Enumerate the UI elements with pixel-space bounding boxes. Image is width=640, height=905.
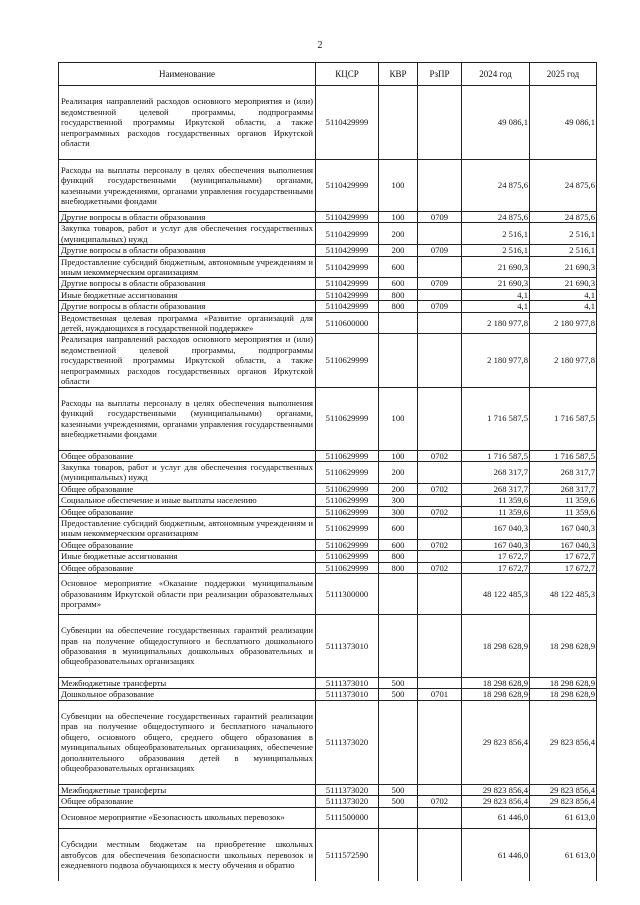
row-2025-cell: 17 672,7 — [530, 562, 597, 573]
row-kvr-cell: 300 — [379, 495, 418, 506]
row-name-cell: Общее образование — [59, 506, 316, 517]
row-2024-cell: 11 359,6 — [462, 506, 530, 517]
row-name-cell: Расходы на выплаты персоналу в целях обеспечения выполнения функций государственными (муниципальными) органами, казенными учреждениями, органами управления государственными внебюджетными фондами — [59, 160, 316, 212]
row-2025-cell: 167 040,3 — [530, 517, 597, 539]
row-2025-cell: 18 298 628,9 — [530, 677, 597, 688]
table-row — [59, 506, 597, 517]
row-kcsr-cell: 5110629999 — [316, 450, 379, 461]
table-row — [59, 677, 597, 688]
row-name-cell: Другие вопросы в области образования — [59, 212, 316, 223]
row-2024-cell: 2 516,1 — [462, 245, 530, 256]
row-kcsr-cell: 5110629999 — [316, 517, 379, 539]
row-kvr-cell — [379, 700, 418, 784]
table-row — [59, 551, 597, 562]
row-2024-cell: 48 122 485,3 — [462, 573, 530, 614]
row-name-cell: Дошкольное образование — [59, 689, 316, 700]
row-2024-cell: 21 690,3 — [462, 278, 530, 289]
table-row — [59, 450, 597, 461]
row-kcsr-cell: 5110429999 — [316, 86, 379, 160]
row-rzpr-cell: 0702 — [418, 506, 462, 517]
row-name-cell: Иные бюджетные ассигнования — [59, 289, 316, 300]
row-kvr-cell: 800 — [379, 562, 418, 573]
table-row — [59, 245, 597, 256]
row-name-cell: Предоставление субсидий бюджетным, автономным учреждениям и иным некоммерческим организациям — [59, 517, 316, 539]
column-header-rzpr: РзПР — [418, 63, 462, 86]
row-2024-cell: 268 317,7 — [462, 461, 530, 483]
budget-table — [58, 62, 597, 881]
row-kvr-cell — [379, 573, 418, 614]
row-kcsr-cell: 5110429999 — [316, 212, 379, 223]
row-kcsr-cell: 5111373020 — [316, 784, 379, 795]
row-2025-cell: 18 298 628,9 — [530, 614, 597, 677]
row-name-cell: Общее образование — [59, 562, 316, 573]
row-kvr-cell: 800 — [379, 301, 418, 312]
row-kcsr-cell: 5111500000 — [316, 807, 379, 828]
row-2025-cell: 29 823 856,4 — [530, 784, 597, 795]
row-name-cell: Предоставление субсидий бюджетным, автономным учреждениям и иным некоммерческим организациям — [59, 256, 316, 278]
column-header-name: Наименование — [59, 63, 316, 86]
row-kcsr-cell: 5110629999 — [316, 562, 379, 573]
row-kcsr-cell: 5110429999 — [316, 223, 379, 245]
row-rzpr-cell — [418, 334, 462, 387]
table-row — [59, 86, 597, 160]
row-kcsr-cell: 5110429999 — [316, 245, 379, 256]
row-kcsr-cell: 5110629999 — [316, 387, 379, 450]
row-kvr-cell: 600 — [379, 278, 418, 289]
row-2025-cell: 18 298 628,9 — [530, 689, 597, 700]
row-kcsr-cell: 5110629999 — [316, 334, 379, 387]
row-rzpr-cell — [418, 551, 462, 562]
row-name-cell: Ведомственная целевая программа «Развитие организаций для детей, нуждающихся в государственной поддержке» — [59, 312, 316, 334]
row-rzpr-cell — [418, 312, 462, 334]
row-2025-cell: 1 716 587,5 — [530, 387, 597, 450]
table-row — [59, 614, 597, 677]
row-kcsr-cell: 5110629999 — [316, 495, 379, 506]
row-name-cell: Общее образование — [59, 483, 316, 494]
row-2024-cell: 17 672,7 — [462, 551, 530, 562]
row-2025-cell: 21 690,3 — [530, 256, 597, 278]
row-rzpr-cell — [418, 828, 462, 881]
row-name-cell: Иные бюджетные ассигнования — [59, 551, 316, 562]
row-name-cell: Реализация направлений расходов основного мероприятия и (или) ведомственной целевой программы, подпрограммы государственной программы Иркутской области, а также непрограммных расходов государственных органов Иркутской области — [59, 86, 316, 160]
row-kcsr-cell: 5111373010 — [316, 677, 379, 688]
row-name-cell: Социальное обеспечение и иные выплаты населению — [59, 495, 316, 506]
row-kcsr-cell: 5111373020 — [316, 796, 379, 807]
row-2025-cell: 2 180 977,8 — [530, 334, 597, 387]
row-2025-cell: 268 317,7 — [530, 461, 597, 483]
table-row — [59, 700, 597, 784]
table-row — [59, 334, 597, 387]
row-name-cell: Общее образование — [59, 450, 316, 461]
column-header-2025: 2025 год — [530, 63, 597, 86]
row-2025-cell: 61 613,0 — [530, 828, 597, 881]
column-header-kcsr: КЦСР — [316, 63, 379, 86]
table-row — [59, 289, 597, 300]
row-rzpr-cell — [418, 573, 462, 614]
row-rzpr-cell — [418, 256, 462, 278]
row-kcsr-cell: 5110429999 — [316, 278, 379, 289]
row-rzpr-cell: 0702 — [418, 483, 462, 494]
row-kvr-cell — [379, 334, 418, 387]
row-rzpr-cell: 0709 — [418, 301, 462, 312]
row-2025-cell: 2 516,1 — [530, 223, 597, 245]
row-2024-cell: 29 823 856,4 — [462, 796, 530, 807]
table-row — [59, 483, 597, 494]
row-rzpr-cell — [418, 700, 462, 784]
row-rzpr-cell — [418, 223, 462, 245]
table-row — [59, 573, 597, 614]
row-2025-cell: 61 613,0 — [530, 807, 597, 828]
row-2024-cell: 61 446,0 — [462, 807, 530, 828]
row-name-cell: Субвенции на обеспечение государственных гарантий реализации прав на получение общедоступного и бесплатного дошкольного образования в муниципальных дошкольных образовательных и общеобразовательных организациях — [59, 614, 316, 677]
row-name-cell: Закупка товаров, работ и услуг для обеспечения государственных (муниципальных) нужд — [59, 461, 316, 483]
row-kvr-cell: 100 — [379, 450, 418, 461]
row-2024-cell: 2 516,1 — [462, 223, 530, 245]
table-row — [59, 828, 597, 881]
table-row — [59, 301, 597, 312]
row-2025-cell: 268 317,7 — [530, 483, 597, 494]
row-2025-cell: 11 359,6 — [530, 506, 597, 517]
row-kvr-cell: 100 — [379, 160, 418, 212]
row-kvr-cell: 800 — [379, 551, 418, 562]
row-kvr-cell: 500 — [379, 677, 418, 688]
table-row — [59, 461, 597, 483]
row-rzpr-cell — [418, 495, 462, 506]
row-2024-cell: 268 317,7 — [462, 483, 530, 494]
row-kvr-cell: 300 — [379, 506, 418, 517]
row-2024-cell: 18 298 628,9 — [462, 614, 530, 677]
row-name-cell: Основное мероприятие «Безопасность школьных перевозок» — [59, 807, 316, 828]
row-2025-cell: 24 875,6 — [530, 212, 597, 223]
row-rzpr-cell: 0702 — [418, 562, 462, 573]
row-2024-cell: 167 040,3 — [462, 517, 530, 539]
row-kcsr-cell: 5111572590 — [316, 828, 379, 881]
row-kvr-cell: 500 — [379, 796, 418, 807]
row-2025-cell: 29 823 856,4 — [530, 796, 597, 807]
row-kcsr-cell: 5111373020 — [316, 700, 379, 784]
table-row — [59, 517, 597, 539]
table-row — [59, 212, 597, 223]
row-2024-cell: 2 180 977,8 — [462, 312, 530, 334]
row-2024-cell: 24 875,6 — [462, 160, 530, 212]
row-rzpr-cell: 0709 — [418, 278, 462, 289]
table-row — [59, 278, 597, 289]
row-name-cell: Субсидии местным бюджетам на приобретение школьных автобусов для обеспечения безопасности школьных перевозок и ежедневного подвоза обучающихся к месту обучения и обратно — [59, 828, 316, 881]
row-kvr-cell: 200 — [379, 223, 418, 245]
row-rzpr-cell — [418, 387, 462, 450]
row-name-cell: Другие вопросы в области образования — [59, 301, 316, 312]
row-kcsr-cell: 5110429999 — [316, 301, 379, 312]
row-2025-cell: 1 716 587,5 — [530, 450, 597, 461]
row-kvr-cell — [379, 614, 418, 677]
column-header-2024: 2024 год — [462, 63, 530, 86]
row-2024-cell: 1 716 587,5 — [462, 387, 530, 450]
row-rzpr-cell — [418, 614, 462, 677]
row-2024-cell: 29 823 856,4 — [462, 784, 530, 795]
row-kcsr-cell: 5111373010 — [316, 689, 379, 700]
row-rzpr-cell — [418, 289, 462, 300]
row-2025-cell: 21 690,3 — [530, 278, 597, 289]
row-name-cell: Субвенции на обеспечение государственных гарантий реализации прав на получение общедоступного и бесплатного начального общего, основного общего, среднего общего образования в муниципальных общеобразовательных организациях, обеспечение дополнительного образования детей в муниципальных общеобразовательных организациях — [59, 700, 316, 784]
row-kvr-cell — [379, 807, 418, 828]
row-rzpr-cell — [418, 160, 462, 212]
row-2025-cell: 2 516,1 — [530, 245, 597, 256]
table-row — [59, 689, 597, 700]
row-kvr-cell: 100 — [379, 212, 418, 223]
row-2024-cell: 11 359,6 — [462, 495, 530, 506]
row-2025-cell: 2 180 977,8 — [530, 312, 597, 334]
row-2024-cell: 24 875,6 — [462, 212, 530, 223]
row-rzpr-cell: 0701 — [418, 689, 462, 700]
row-rzpr-cell — [418, 677, 462, 688]
row-2024-cell: 1 716 587,5 — [462, 450, 530, 461]
page-number: 2 — [317, 40, 323, 51]
row-name-cell: Общее образование — [59, 539, 316, 550]
row-2025-cell: 24 875,6 — [530, 160, 597, 212]
row-kcsr-cell: 5110429999 — [316, 160, 379, 212]
row-kvr-cell — [379, 86, 418, 160]
row-name-cell: Общее образование — [59, 796, 316, 807]
row-name-cell: Другие вопросы в области образования — [59, 245, 316, 256]
row-kvr-cell: 500 — [379, 689, 418, 700]
row-2024-cell: 4,1 — [462, 301, 530, 312]
row-2025-cell: 49 086,1 — [530, 86, 597, 160]
row-rzpr-cell: 0709 — [418, 245, 462, 256]
table-body — [59, 86, 597, 882]
row-rzpr-cell — [418, 784, 462, 795]
row-kvr-cell — [379, 312, 418, 334]
row-rzpr-cell — [418, 517, 462, 539]
row-2024-cell: 21 690,3 — [462, 256, 530, 278]
row-rzpr-cell — [418, 807, 462, 828]
row-2024-cell: 61 446,0 — [462, 828, 530, 881]
table-row — [59, 784, 597, 795]
row-kcsr-cell: 5110429999 — [316, 289, 379, 300]
row-2024-cell: 18 298 628,9 — [462, 677, 530, 688]
row-2025-cell: 4,1 — [530, 301, 597, 312]
row-name-cell: Межбюджетные трансферты — [59, 784, 316, 795]
row-2025-cell: 11 359,6 — [530, 495, 597, 506]
table-row — [59, 256, 597, 278]
row-kcsr-cell: 5110600000 — [316, 312, 379, 334]
row-kcsr-cell: 5110429999 — [316, 256, 379, 278]
row-name-cell: Межбюджетные трансферты — [59, 677, 316, 688]
table-row — [59, 495, 597, 506]
row-2024-cell: 18 298 628,9 — [462, 689, 530, 700]
row-name-cell: Реализация направлений расходов основного мероприятия и (или) ведомственной целевой программы, подпрограммы государственной программы Иркутской области, а также непрограммных расходов государственных органов Иркутской области — [59, 334, 316, 387]
row-2024-cell: 29 823 856,4 — [462, 700, 530, 784]
row-rzpr-cell: 0702 — [418, 539, 462, 550]
row-2025-cell: 17 672,7 — [530, 551, 597, 562]
table-row — [59, 539, 597, 550]
row-kcsr-cell: 5110629999 — [316, 506, 379, 517]
row-rzpr-cell: 0702 — [418, 796, 462, 807]
row-2025-cell: 29 823 856,4 — [530, 700, 597, 784]
row-2025-cell: 167 040,3 — [530, 539, 597, 550]
row-rzpr-cell — [418, 86, 462, 160]
row-name-cell: Основное мероприятие «Оказание поддержки муниципальным образованиям Иркутской области при реализации образовательных программ» — [59, 573, 316, 614]
row-kvr-cell: 200 — [379, 483, 418, 494]
row-kvr-cell: 800 — [379, 289, 418, 300]
row-rzpr-cell — [418, 461, 462, 483]
row-kcsr-cell: 5110629999 — [316, 483, 379, 494]
row-kvr-cell: 600 — [379, 256, 418, 278]
row-2024-cell: 2 180 977,8 — [462, 334, 530, 387]
row-kcsr-cell: 5110629999 — [316, 551, 379, 562]
row-2025-cell: 4,1 — [530, 289, 597, 300]
row-kcsr-cell: 5111373010 — [316, 614, 379, 677]
row-kvr-cell — [379, 828, 418, 881]
table-header-row — [59, 63, 597, 86]
table-row — [59, 796, 597, 807]
row-2024-cell: 4,1 — [462, 289, 530, 300]
row-rzpr-cell: 0709 — [418, 212, 462, 223]
table-row — [59, 223, 597, 245]
row-kvr-cell: 100 — [379, 387, 418, 450]
row-2025-cell: 48 122 485,3 — [530, 573, 597, 614]
table-row — [59, 312, 597, 334]
row-name-cell: Закупка товаров, работ и услуг для обеспечения государственных (муниципальных) нужд — [59, 223, 316, 245]
row-kvr-cell: 600 — [379, 539, 418, 550]
table-row — [59, 160, 597, 212]
row-name-cell: Другие вопросы в области образования — [59, 278, 316, 289]
row-kcsr-cell: 5110629999 — [316, 539, 379, 550]
row-kvr-cell: 500 — [379, 784, 418, 795]
table-row — [59, 562, 597, 573]
row-2024-cell: 167 040,3 — [462, 539, 530, 550]
column-header-kvr: КВР — [379, 63, 418, 86]
row-kcsr-cell: 5111300000 — [316, 573, 379, 614]
row-2024-cell: 49 086,1 — [462, 86, 530, 160]
table-row — [59, 807, 597, 828]
row-kvr-cell: 600 — [379, 517, 418, 539]
row-name-cell: Расходы на выплаты персоналу в целях обеспечения выполнения функций государственными (муниципальными) органами, казенными учреждениями, органами управления государственными внебюджетными фондами — [59, 387, 316, 450]
row-kcsr-cell: 5110629999 — [316, 461, 379, 483]
row-rzpr-cell: 0702 — [418, 450, 462, 461]
table-row — [59, 387, 597, 450]
row-kvr-cell: 200 — [379, 461, 418, 483]
row-2024-cell: 17 672,7 — [462, 562, 530, 573]
row-kvr-cell: 200 — [379, 245, 418, 256]
